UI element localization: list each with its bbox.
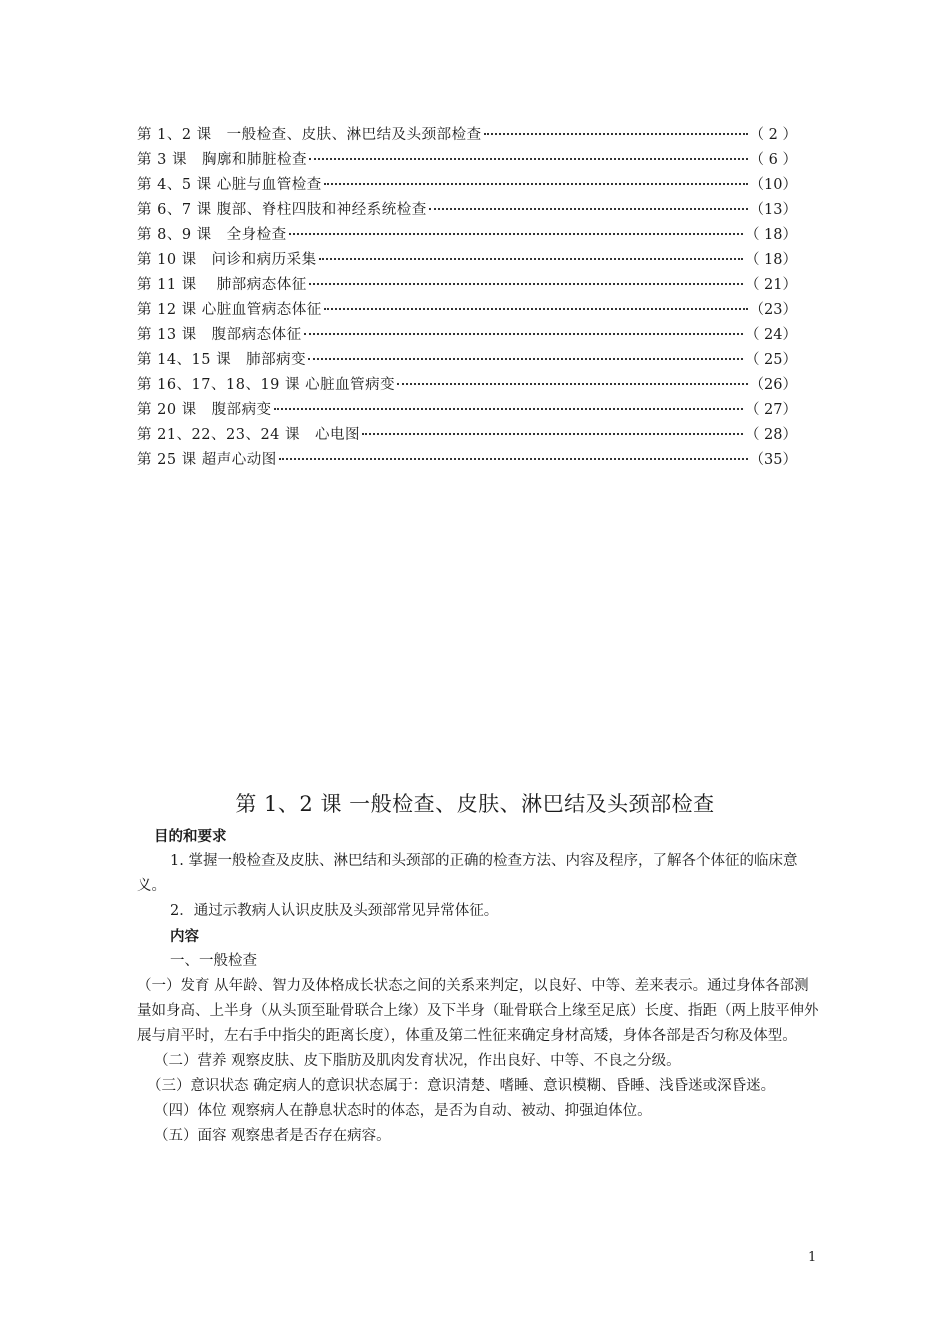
toc-entry-page: （23） xyxy=(749,302,797,318)
toc-leader-dots xyxy=(429,208,748,210)
toc-leader-dots xyxy=(304,333,743,335)
purpose-heading: 目的和要求 xyxy=(154,828,227,845)
page-number: 1 xyxy=(808,1250,817,1265)
toc-entry[interactable] xyxy=(137,248,797,273)
toc-entry-page: （35） xyxy=(749,452,797,468)
toc-entry-page: （ 6 ） xyxy=(749,152,797,168)
toc-entry-title: 第 25 课 超声心动图 xyxy=(137,452,277,468)
toc-entry-title: 第 1、2 课 一般检查、皮肤、淋巴结及头颈部检查 xyxy=(137,127,482,143)
toc-entry[interactable] xyxy=(137,198,797,223)
toc-entry-page: （13） xyxy=(749,202,797,218)
toc-entry-page: （10） xyxy=(749,177,797,193)
toc-entry-title: 第 13 课 腹部病态体征 xyxy=(137,327,302,343)
toc-entry[interactable] xyxy=(137,298,797,323)
toc-entry-title: 第 20 课 腹部病变 xyxy=(137,402,272,418)
toc-entry-title: 第 10 课 问诊和病历采集 xyxy=(137,252,317,268)
toc-leader-dots xyxy=(289,233,743,235)
item-nutrition: （二）营养 观察皮肤、皮下脂肪及肌肉发育状况，作出良好、中等、不良之分级。 xyxy=(154,1053,681,1069)
toc-entry-title: 第 16、17、18、19 课 心脏血管病变 xyxy=(137,377,396,393)
toc-entry[interactable] xyxy=(137,148,797,173)
toc-leader-dots xyxy=(484,133,748,135)
toc-entry-page: （ 27） xyxy=(744,402,797,418)
toc-entry-page: （ 18） xyxy=(744,252,797,268)
toc-entry-page: （ 18） xyxy=(744,227,797,243)
toc-entry[interactable] xyxy=(137,273,797,298)
chapter-body xyxy=(137,824,820,1149)
toc-entry-page: （26） xyxy=(749,377,797,393)
toc-entry-title: 第 11 课 肺部病态体征 xyxy=(137,277,307,293)
toc-entry[interactable] xyxy=(137,398,797,423)
toc-leader-dots xyxy=(309,158,748,160)
toc-leader-dots xyxy=(309,283,743,285)
toc-entry-title: 第 21、22、23、24 课 心电图 xyxy=(137,427,361,443)
toc-entry-title: 第 12 课 心脏血管病态体征 xyxy=(137,302,322,318)
toc-entry-title: 第 8、9 课 全身检查 xyxy=(137,227,287,243)
toc-entry[interactable] xyxy=(137,173,797,198)
toc-leader-dots xyxy=(279,458,748,460)
toc-leader-dots xyxy=(362,433,743,435)
table-of-contents xyxy=(137,123,797,473)
purpose-item-2: 2．通过示教病人认识皮肤及头颈部常见异常体征。 xyxy=(170,903,499,919)
toc-entry-title: 第 4、5 课 心脏与血管检查 xyxy=(137,177,322,193)
item-facial-expression: （五）面容 观察患者是否存在病容。 xyxy=(154,1128,391,1144)
toc-entry-page: （ 25） xyxy=(744,352,797,368)
toc-leader-dots xyxy=(397,383,747,385)
toc-entry-title: 第 6、7 课 腹部、脊柱四肢和神经系统检查 xyxy=(137,202,427,218)
toc-leader-dots xyxy=(324,183,748,185)
toc-leader-dots xyxy=(274,408,743,410)
toc-leader-dots xyxy=(308,358,743,360)
section-heading-general-exam: 一、一般检查 xyxy=(170,953,257,969)
toc-entry-title: 第 14、15 课 肺部病变 xyxy=(137,352,307,368)
toc-entry[interactable] xyxy=(137,123,797,148)
content-heading: 内容 xyxy=(170,928,199,945)
toc-entry[interactable] xyxy=(137,323,797,348)
toc-entry-page: （ 28） xyxy=(744,427,797,443)
purpose-item-1: 1. 掌握一般检查及皮肤、淋巴结和头颈部的正确的检查方法、内容及程序，了解各个体征的临床意义。 xyxy=(137,853,798,894)
toc-leader-dots xyxy=(324,308,748,310)
toc-entry[interactable] xyxy=(137,223,797,248)
toc-entry[interactable] xyxy=(137,423,797,448)
toc-entry-page: （ 21） xyxy=(744,277,797,293)
toc-entry-title: 第 3 课 胸廓和肺脏检查 xyxy=(137,152,307,168)
toc-entry[interactable] xyxy=(137,348,797,373)
chapter-title: 第 1、2 课 一般检查、皮肤、淋巴结及头颈部检查 xyxy=(235,792,715,816)
item-development: （一）发育 从年龄、智力及体格成长状态之间的关系来判定，以良好、中等、差来表示。通过身体各部测量如身高、上半身（从头顶至耻骨联合上缘）及下半身（耻骨联合上缘至足底）长度、指距（两上肢平伸外展与肩平时，左右手中指尖的距离长度），体重及第二性征来确定身材高矮，身体各部是否匀称及体型。 xyxy=(137,978,819,1044)
item-position: （四）体位 观察病人在静息状态时的体态，是否为自动、被动、抑强迫体位。 xyxy=(154,1103,652,1119)
toc-leader-dots xyxy=(319,258,743,260)
toc-entry[interactable] xyxy=(137,373,797,398)
toc-entry[interactable] xyxy=(137,448,797,473)
item-consciousness: （三）意识状态 确定病人的意识状态属于：意识清楚、嗜睡、意识模糊、昏睡、浅昏迷或深昏迷。 xyxy=(147,1078,776,1094)
toc-entry-page: （ 2 ） xyxy=(749,127,797,143)
toc-entry-page: （ 24） xyxy=(744,327,797,343)
